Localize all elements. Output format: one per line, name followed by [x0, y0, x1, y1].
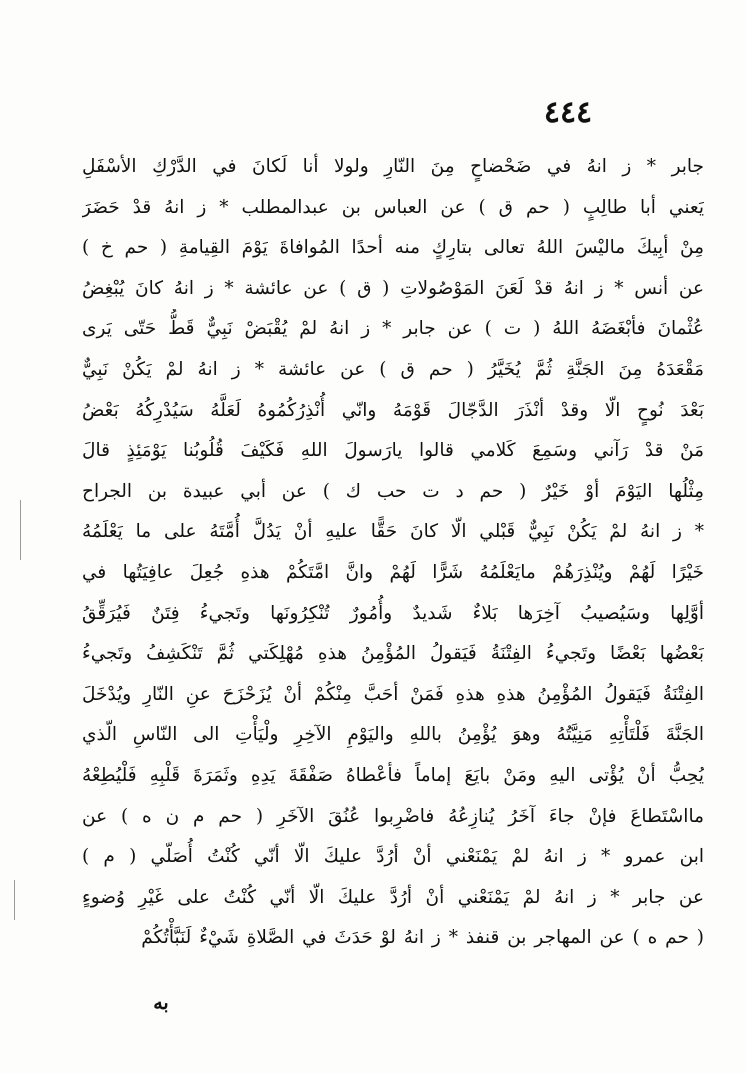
scan-edge-mark	[20, 500, 21, 560]
scan-edge-mark	[14, 880, 15, 920]
text-line: خَيْرًا لَهُمْ ويُنْذِرَهُمْ مايَعْلَمُهُ شَرًّا لَهُمْ وانَّ امَّتَكُمْ هذهِ جُعِلَ عافِيَتُها في	[82, 561, 704, 583]
body-text	[82, 147, 704, 959]
text-line: الجَنَّةَ فَلْتَأْتِهِ مَنِيَّتُهُ وهوَ يُؤْمِنُ باللهِ واليَوْمِ الآخِرِ ولْيَأْتِ الى النّاسِ الّذي	[82, 724, 704, 746]
page-number: ٤٤٤	[543, 95, 593, 130]
text-line: عُثْمانَ فأبْغَضَهُ اللهُ ( ت ) عن جابر * ز انهُ لمْ يُقْبَضْ نَبِيٌّ قَطُّ حَتّى يَرى	[82, 318, 704, 340]
text-line: ( حم ه ) عن المهاجر بن قنفذ * ز انهُ لوْ حَدَثَ في الصَّلاةِ شَيْءٌ لَنَبَّأْتُكُمْ	[141, 927, 704, 949]
text-line: * ز انهُ لمْ يَكُنْ نَبِيٌّ قَبْلي الّا كانَ حَقًّا عليهِ أنْ يَدُلَّ أُمَّتَهُ على ما يَعْلَمُهُ	[82, 521, 704, 543]
text-line: جابر * ز انهُ في ضَحْضاحٍ مِنَ النّارِ ولولا أنا لَكانَ في الدَّرْكِ الأسْفَلِ	[82, 156, 704, 177]
text-line: الفِتْنَةُ فَيَقولُ المُؤْمِنُ هذهِ هذهِ فَمَنْ أحَبَّ مِنْكُمْ أنْ يُزَحْزَحَ عنِ النّارِ ويُدْخَلَ	[82, 683, 704, 705]
text-line: يُحِبُّ أنْ يُؤْتى اليهِ ومَنْ بايَعَ إماماً فأعْطاهُ صَفْقَةَ يَدِهِ وثَمَرَةَ قَلْبِهِ فَلْيُطِعْهُ	[82, 764, 704, 786]
text-line: بَعْدَ نُوحٍ الّا وقدْ أنْذَرَ الدَّجّالَ قَوْمَهُ وانّي أُنْذِرُكُمُوهُ لَعَلَّهُ سَيُدْرِكُهُ بَعْضُ	[82, 399, 704, 421]
text-line: مااسْتَطاعَ فإنْ جاءَ آخَرُ يُنازِعُهُ فاضْرِبوا عُنُقَ الآخَرِ ( حم م ن ه ) عن	[82, 805, 704, 827]
text-line: مَقْعَدَهُ مِنَ الجَنَّةِ ثُمَّ يُخَيَّرُ ( حم ق ) عن عائشة * ز انهُ لمْ يَكُنْ نَبِيٌّ	[82, 358, 704, 380]
text-line: أوَّلِها وسَيُصيبُ آخِرَها بَلاءٌ شَديدٌ وأُمُورٌ تُنْكِرُونَها وتَجيءُ فِتَنٌ فَيُرَقِّقُ	[82, 602, 704, 624]
catchword: به	[153, 992, 169, 1014]
text-line: عن أنس * ز انهُ قدْ لَعَنَ المَوْصُولاتِ ( ق ) عن عائشة * ز انهُ كانَ يُبْغِضُ	[82, 277, 704, 299]
text-line: بَعْضُها بَعْضًا وتَجيءُ الفِتْنَةُ فَيَقولُ المُؤْمِنُ هذهِ مُهْلِكَتي ثُمَّ تَنْكَشِفُ وتَجيءُ	[82, 643, 704, 665]
text-line: عن جابر * ز انهُ لمْ يَمْنَعْني أنْ أرُدَّ عليكَ الّا أنّي كُنْتُ على غَيْرِ وُضوءٍ	[82, 886, 704, 908]
text-line: مِنْ أبِيكَ ماليْسَ اللهُ تعالى بتارِكٍ منه أحدًا المُوافاةَ يَوْمَ القِيامةِ ( حم خ )	[82, 237, 704, 259]
text-line: ابن عمرو * ز انهُ لمْ يَمْنَعْني أنْ أرُدَّ عليكَ الّا أنّي كُنْتُ أُصَلّي ( م )	[82, 846, 704, 868]
text-line: مِثْلُها اليَوْمَ أوْ خَيْرٌ ( حم د ت حب ك ) عن أبي عبيدة بن الجراح	[82, 480, 704, 502]
text-line: مَنْ قدْ رَآني وسَمِعَ كَلامي قالوا يارَسولَ اللهِ فَكَيْفَ قُلُوبُنا يَوْمَئِذٍ قالَ	[82, 440, 704, 462]
text-line: يَعني أبا طالِبٍ ( حم ق ) عن العباس بن عبدالمطلب * ز انهُ قدْ حَضَرَ	[82, 196, 704, 218]
